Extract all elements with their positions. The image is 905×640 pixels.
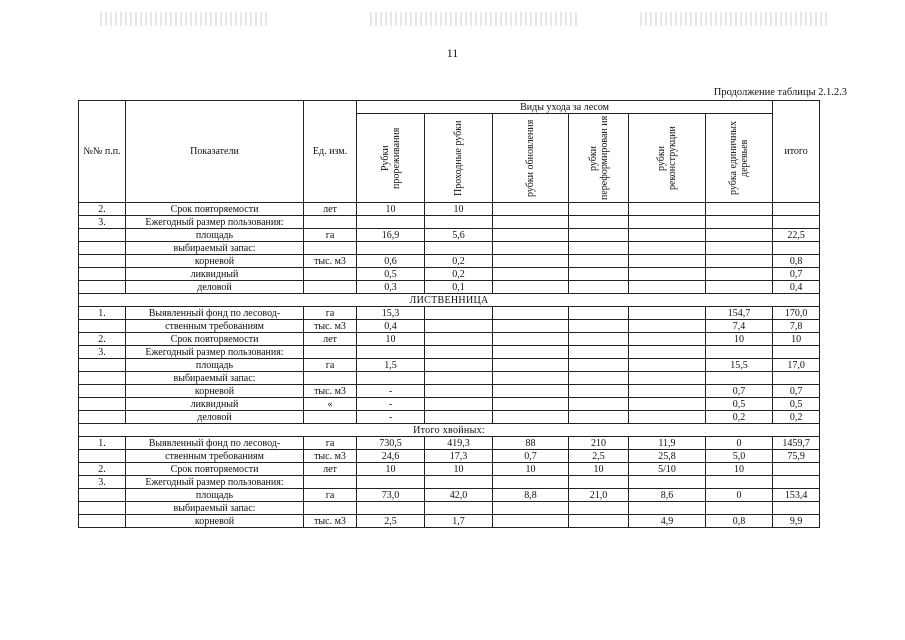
- cell-num: 2.: [79, 463, 126, 476]
- cell-single-tree: 0,5: [706, 398, 773, 411]
- cell-single-tree: 0,8: [706, 515, 773, 528]
- cell-thinning: 730,5: [357, 437, 425, 450]
- header-row-1: [79, 101, 820, 114]
- cell-reforming: [569, 333, 629, 346]
- cell-total: 0,8: [773, 255, 820, 268]
- table-row: [79, 476, 820, 489]
- cell-thinning: 10: [357, 463, 425, 476]
- cell-reconstruction: [629, 268, 706, 281]
- table-row: [79, 320, 820, 333]
- cell-unit: [304, 216, 357, 229]
- cell-total: [773, 372, 820, 385]
- scan-noise-right: [640, 12, 830, 26]
- cell-total: 153,4: [773, 489, 820, 502]
- cell-thinning: 10: [357, 333, 425, 346]
- cell-renewal: 88: [493, 437, 569, 450]
- cell-passing: [425, 385, 493, 398]
- cell-reforming: 21,0: [569, 489, 629, 502]
- cell-reforming: [569, 346, 629, 359]
- table-row: [79, 281, 820, 294]
- cell-indicator: корневой: [126, 255, 304, 268]
- section-label: Итого хвойных:: [79, 424, 820, 437]
- cell-passing: [425, 346, 493, 359]
- cell-thinning: [357, 242, 425, 255]
- cell-indicator: ственным требованиям: [126, 320, 304, 333]
- cell-reconstruction: [629, 307, 706, 320]
- cell-reforming: [569, 411, 629, 424]
- cell-single-tree: [706, 216, 773, 229]
- cell-renewal: [493, 346, 569, 359]
- cell-passing: [425, 216, 493, 229]
- cell-single-tree: [706, 203, 773, 216]
- cell-unit: га: [304, 229, 357, 242]
- cell-num: 1.: [79, 437, 126, 450]
- cell-num: [79, 385, 126, 398]
- table-row: [79, 242, 820, 255]
- cell-passing: 0,1: [425, 281, 493, 294]
- cell-unit: га: [304, 489, 357, 502]
- cell-passing: [425, 398, 493, 411]
- cell-renewal: [493, 476, 569, 489]
- cell-reconstruction: [629, 281, 706, 294]
- cell-num: [79, 515, 126, 528]
- cell-unit: [304, 242, 357, 255]
- cell-thinning: 10: [357, 203, 425, 216]
- table-row: [79, 489, 820, 502]
- cell-single-tree: 15,5: [706, 359, 773, 372]
- forest-care-table: [78, 100, 820, 528]
- cell-reconstruction: 11,9: [629, 437, 706, 450]
- cell-num: [79, 255, 126, 268]
- cell-renewal: [493, 229, 569, 242]
- scan-noise-left: [100, 12, 270, 26]
- cell-reforming: [569, 203, 629, 216]
- cell-reforming: [569, 320, 629, 333]
- cell-unit: [304, 372, 357, 385]
- cell-unit: [304, 281, 357, 294]
- cell-num: [79, 489, 126, 502]
- cell-indicator: Срок повторяемости: [126, 203, 304, 216]
- cell-renewal: 8,8: [493, 489, 569, 502]
- cell-passing: [425, 372, 493, 385]
- cell-indicator: ственным требованиям: [126, 450, 304, 463]
- cell-renewal: [493, 515, 569, 528]
- cell-thinning: 0,4: [357, 320, 425, 333]
- section-row: [79, 424, 820, 437]
- cell-thinning: 16,9: [357, 229, 425, 242]
- cell-renewal: [493, 242, 569, 255]
- header-col-single-tree-cut: рубка единичных деревьев: [706, 114, 773, 203]
- cell-indicator: ликвидный: [126, 268, 304, 281]
- cell-passing: [425, 359, 493, 372]
- header-col-thinning: Рубки прореживания: [357, 114, 425, 203]
- cell-single-tree: [706, 502, 773, 515]
- cell-reconstruction: 25,8: [629, 450, 706, 463]
- cell-indicator: выбираемый запас:: [126, 502, 304, 515]
- cell-thinning: [357, 346, 425, 359]
- cell-total: [773, 203, 820, 216]
- header-unit: Ед. изм.: [304, 101, 357, 203]
- cell-reconstruction: [629, 216, 706, 229]
- table-row: [79, 359, 820, 372]
- cell-num: [79, 359, 126, 372]
- cell-renewal: [493, 411, 569, 424]
- cell-unit: лет: [304, 333, 357, 346]
- table-row: [79, 515, 820, 528]
- cell-reconstruction: [629, 411, 706, 424]
- cell-renewal: [493, 307, 569, 320]
- table-continuation-caption: Продолжение таблицы 2.1.2.3: [713, 87, 847, 98]
- cell-renewal: [493, 385, 569, 398]
- cell-thinning: 1,5: [357, 359, 425, 372]
- cell-total: [773, 463, 820, 476]
- cell-thinning: [357, 502, 425, 515]
- header-col-renewal-cuts: рубки обновления: [493, 114, 569, 203]
- cell-unit: [304, 476, 357, 489]
- cell-indicator: деловой: [126, 281, 304, 294]
- cell-reforming: 10: [569, 463, 629, 476]
- cell-indicator: Ежегодный размер пользования:: [126, 476, 304, 489]
- cell-reconstruction: [629, 242, 706, 255]
- cell-passing: [425, 333, 493, 346]
- cell-single-tree: 0: [706, 489, 773, 502]
- cell-renewal: [493, 281, 569, 294]
- cell-renewal: [493, 268, 569, 281]
- cell-reconstruction: [629, 333, 706, 346]
- cell-indicator: выбираемый запас:: [126, 242, 304, 255]
- cell-indicator: Ежегодный размер пользования:: [126, 216, 304, 229]
- cell-unit: [304, 346, 357, 359]
- cell-reconstruction: 8,6: [629, 489, 706, 502]
- cell-reconstruction: [629, 359, 706, 372]
- header-group: Виды ухода за лесом: [357, 101, 773, 114]
- cell-single-tree: 0: [706, 437, 773, 450]
- cell-total: 0,7: [773, 385, 820, 398]
- cell-unit: тыс. м3: [304, 450, 357, 463]
- cell-passing: 0,2: [425, 255, 493, 268]
- cell-thinning: -: [357, 411, 425, 424]
- header-col-passing-cuts: Проходные рубки: [425, 114, 493, 203]
- cell-indicator: деловой: [126, 411, 304, 424]
- cell-single-tree: 5,0: [706, 450, 773, 463]
- cell-total: 75,9: [773, 450, 820, 463]
- cell-indicator: Срок повторяемости: [126, 463, 304, 476]
- cell-passing: 10: [425, 463, 493, 476]
- header-col-reforming-cuts: рубки переформирован ия: [569, 114, 629, 203]
- cell-num: [79, 268, 126, 281]
- cell-reforming: [569, 307, 629, 320]
- cell-thinning: [357, 372, 425, 385]
- cell-num: 3.: [79, 476, 126, 489]
- cell-thinning: 0,5: [357, 268, 425, 281]
- table-row: [79, 411, 820, 424]
- cell-unit: лет: [304, 463, 357, 476]
- header-total: итого: [773, 101, 820, 203]
- cell-reforming: [569, 385, 629, 398]
- cell-indicator: выбираемый запас:: [126, 372, 304, 385]
- cell-unit: «: [304, 398, 357, 411]
- cell-renewal: 10: [493, 463, 569, 476]
- cell-total: 7,8: [773, 320, 820, 333]
- cell-reconstruction: [629, 320, 706, 333]
- cell-total: [773, 346, 820, 359]
- cell-total: 17,0: [773, 359, 820, 372]
- cell-indicator: площадь: [126, 229, 304, 242]
- cell-indicator: Выявленный фонд по лесовод-: [126, 437, 304, 450]
- cell-total: [773, 216, 820, 229]
- page-number: 11: [446, 46, 459, 60]
- table-row: [79, 502, 820, 515]
- header-num: №№ п.п.: [79, 101, 126, 203]
- table-row: [79, 307, 820, 320]
- table-row: [79, 346, 820, 359]
- cell-single-tree: [706, 255, 773, 268]
- cell-renewal: [493, 320, 569, 333]
- cell-reconstruction: [629, 398, 706, 411]
- cell-total: 9,9: [773, 515, 820, 528]
- cell-thinning: -: [357, 385, 425, 398]
- cell-reconstruction: [629, 203, 706, 216]
- cell-reforming: [569, 398, 629, 411]
- cell-passing: 17,3: [425, 450, 493, 463]
- cell-renewal: [493, 216, 569, 229]
- cell-total: 10: [773, 333, 820, 346]
- cell-reforming: 2,5: [569, 450, 629, 463]
- cell-total: 0,5: [773, 398, 820, 411]
- cell-total: 0,2: [773, 411, 820, 424]
- cell-passing: 419,3: [425, 437, 493, 450]
- cell-renewal: [493, 203, 569, 216]
- cell-thinning: -: [357, 398, 425, 411]
- cell-reforming: [569, 515, 629, 528]
- cell-single-tree: 154,7: [706, 307, 773, 320]
- cell-num: [79, 372, 126, 385]
- cell-indicator: Выявленный фонд по лесовод-: [126, 307, 304, 320]
- cell-passing: 5,6: [425, 229, 493, 242]
- cell-reforming: 210: [569, 437, 629, 450]
- cell-thinning: 0,3: [357, 281, 425, 294]
- cell-total: [773, 476, 820, 489]
- cell-unit: га: [304, 359, 357, 372]
- cell-reforming: [569, 359, 629, 372]
- table-row: [79, 398, 820, 411]
- cell-num: [79, 281, 126, 294]
- cell-single-tree: 0,2: [706, 411, 773, 424]
- cell-single-tree: 10: [706, 333, 773, 346]
- cell-single-tree: 7,4: [706, 320, 773, 333]
- cell-total: 170,0: [773, 307, 820, 320]
- cell-passing: 1,7: [425, 515, 493, 528]
- cell-unit: тыс. м3: [304, 320, 357, 333]
- cell-reforming: [569, 372, 629, 385]
- table-row: [79, 216, 820, 229]
- cell-unit: [304, 411, 357, 424]
- cell-indicator: Ежегодный размер пользования:: [126, 346, 304, 359]
- cell-reforming: [569, 268, 629, 281]
- cell-total: 22,5: [773, 229, 820, 242]
- cell-unit: лет: [304, 203, 357, 216]
- cell-num: 2.: [79, 333, 126, 346]
- table-row: [79, 437, 820, 450]
- cell-reconstruction: [629, 229, 706, 242]
- cell-reforming: [569, 502, 629, 515]
- cell-thinning: 0,6: [357, 255, 425, 268]
- cell-passing: [425, 242, 493, 255]
- cell-num: [79, 242, 126, 255]
- cell-reconstruction: [629, 255, 706, 268]
- cell-unit: тыс. м3: [304, 385, 357, 398]
- table-row: [79, 229, 820, 242]
- cell-num: [79, 229, 126, 242]
- cell-single-tree: [706, 242, 773, 255]
- cell-total: 0,4: [773, 281, 820, 294]
- cell-single-tree: [706, 476, 773, 489]
- cell-num: [79, 502, 126, 515]
- cell-total: [773, 242, 820, 255]
- section-label: ЛИСТВЕННИЦА: [79, 294, 820, 307]
- cell-num: 1.: [79, 307, 126, 320]
- cell-passing: 0,2: [425, 268, 493, 281]
- cell-num: [79, 398, 126, 411]
- cell-reconstruction: [629, 502, 706, 515]
- cell-reforming: [569, 476, 629, 489]
- cell-passing: [425, 307, 493, 320]
- cell-num: [79, 450, 126, 463]
- cell-indicator: ликвидный: [126, 398, 304, 411]
- table-row: [79, 203, 820, 216]
- cell-single-tree: 0,7: [706, 385, 773, 398]
- cell-thinning: 73,0: [357, 489, 425, 502]
- cell-indicator: площадь: [126, 359, 304, 372]
- cell-reconstruction: [629, 476, 706, 489]
- cell-passing: 42,0: [425, 489, 493, 502]
- cell-num: 3.: [79, 346, 126, 359]
- cell-renewal: 0,7: [493, 450, 569, 463]
- cell-num: [79, 411, 126, 424]
- cell-reconstruction: [629, 385, 706, 398]
- cell-renewal: [493, 398, 569, 411]
- cell-reforming: [569, 229, 629, 242]
- cell-indicator: корневой: [126, 385, 304, 398]
- cell-indicator: площадь: [126, 489, 304, 502]
- table-row: [79, 463, 820, 476]
- cell-renewal: [493, 359, 569, 372]
- cell-total: 0,7: [773, 268, 820, 281]
- table-row: [79, 255, 820, 268]
- cell-renewal: [493, 333, 569, 346]
- cell-reforming: [569, 216, 629, 229]
- cell-reforming: [569, 281, 629, 294]
- cell-reforming: [569, 255, 629, 268]
- cell-reconstruction: 4,9: [629, 515, 706, 528]
- table-row: [79, 268, 820, 281]
- cell-unit: [304, 268, 357, 281]
- cell-thinning: [357, 476, 425, 489]
- cell-num: 2.: [79, 203, 126, 216]
- cell-total: [773, 502, 820, 515]
- cell-renewal: [493, 372, 569, 385]
- cell-unit: га: [304, 307, 357, 320]
- cell-unit: тыс. м3: [304, 255, 357, 268]
- scan-noise-center: [370, 12, 580, 26]
- cell-renewal: [493, 255, 569, 268]
- cell-single-tree: [706, 229, 773, 242]
- cell-reforming: [569, 242, 629, 255]
- cell-passing: [425, 502, 493, 515]
- table-row: [79, 372, 820, 385]
- cell-indicator: корневой: [126, 515, 304, 528]
- cell-unit: га: [304, 437, 357, 450]
- table-row: [79, 450, 820, 463]
- cell-thinning: [357, 216, 425, 229]
- cell-single-tree: [706, 346, 773, 359]
- cell-passing: [425, 411, 493, 424]
- cell-single-tree: [706, 268, 773, 281]
- cell-unit: тыс. м3: [304, 515, 357, 528]
- cell-passing: [425, 476, 493, 489]
- cell-reconstruction: [629, 372, 706, 385]
- header-col-reconstruction-cuts: рубки реконструкции: [629, 114, 706, 203]
- cell-reconstruction: 5/10: [629, 463, 706, 476]
- cell-total: 1459,7: [773, 437, 820, 450]
- cell-reconstruction: [629, 346, 706, 359]
- table-row: [79, 333, 820, 346]
- cell-thinning: 15,3: [357, 307, 425, 320]
- cell-renewal: [493, 502, 569, 515]
- cell-unit: [304, 502, 357, 515]
- cell-num: 3.: [79, 216, 126, 229]
- cell-single-tree: [706, 372, 773, 385]
- table-body: [79, 203, 820, 528]
- section-row: [79, 294, 820, 307]
- cell-passing: [425, 320, 493, 333]
- cell-single-tree: 10: [706, 463, 773, 476]
- cell-thinning: 2,5: [357, 515, 425, 528]
- cell-thinning: 24,6: [357, 450, 425, 463]
- cell-num: [79, 320, 126, 333]
- table-row: [79, 385, 820, 398]
- cell-passing: 10: [425, 203, 493, 216]
- header-indicator: Показатели: [126, 101, 304, 203]
- cell-indicator: Срок повторяемости: [126, 333, 304, 346]
- cell-single-tree: [706, 281, 773, 294]
